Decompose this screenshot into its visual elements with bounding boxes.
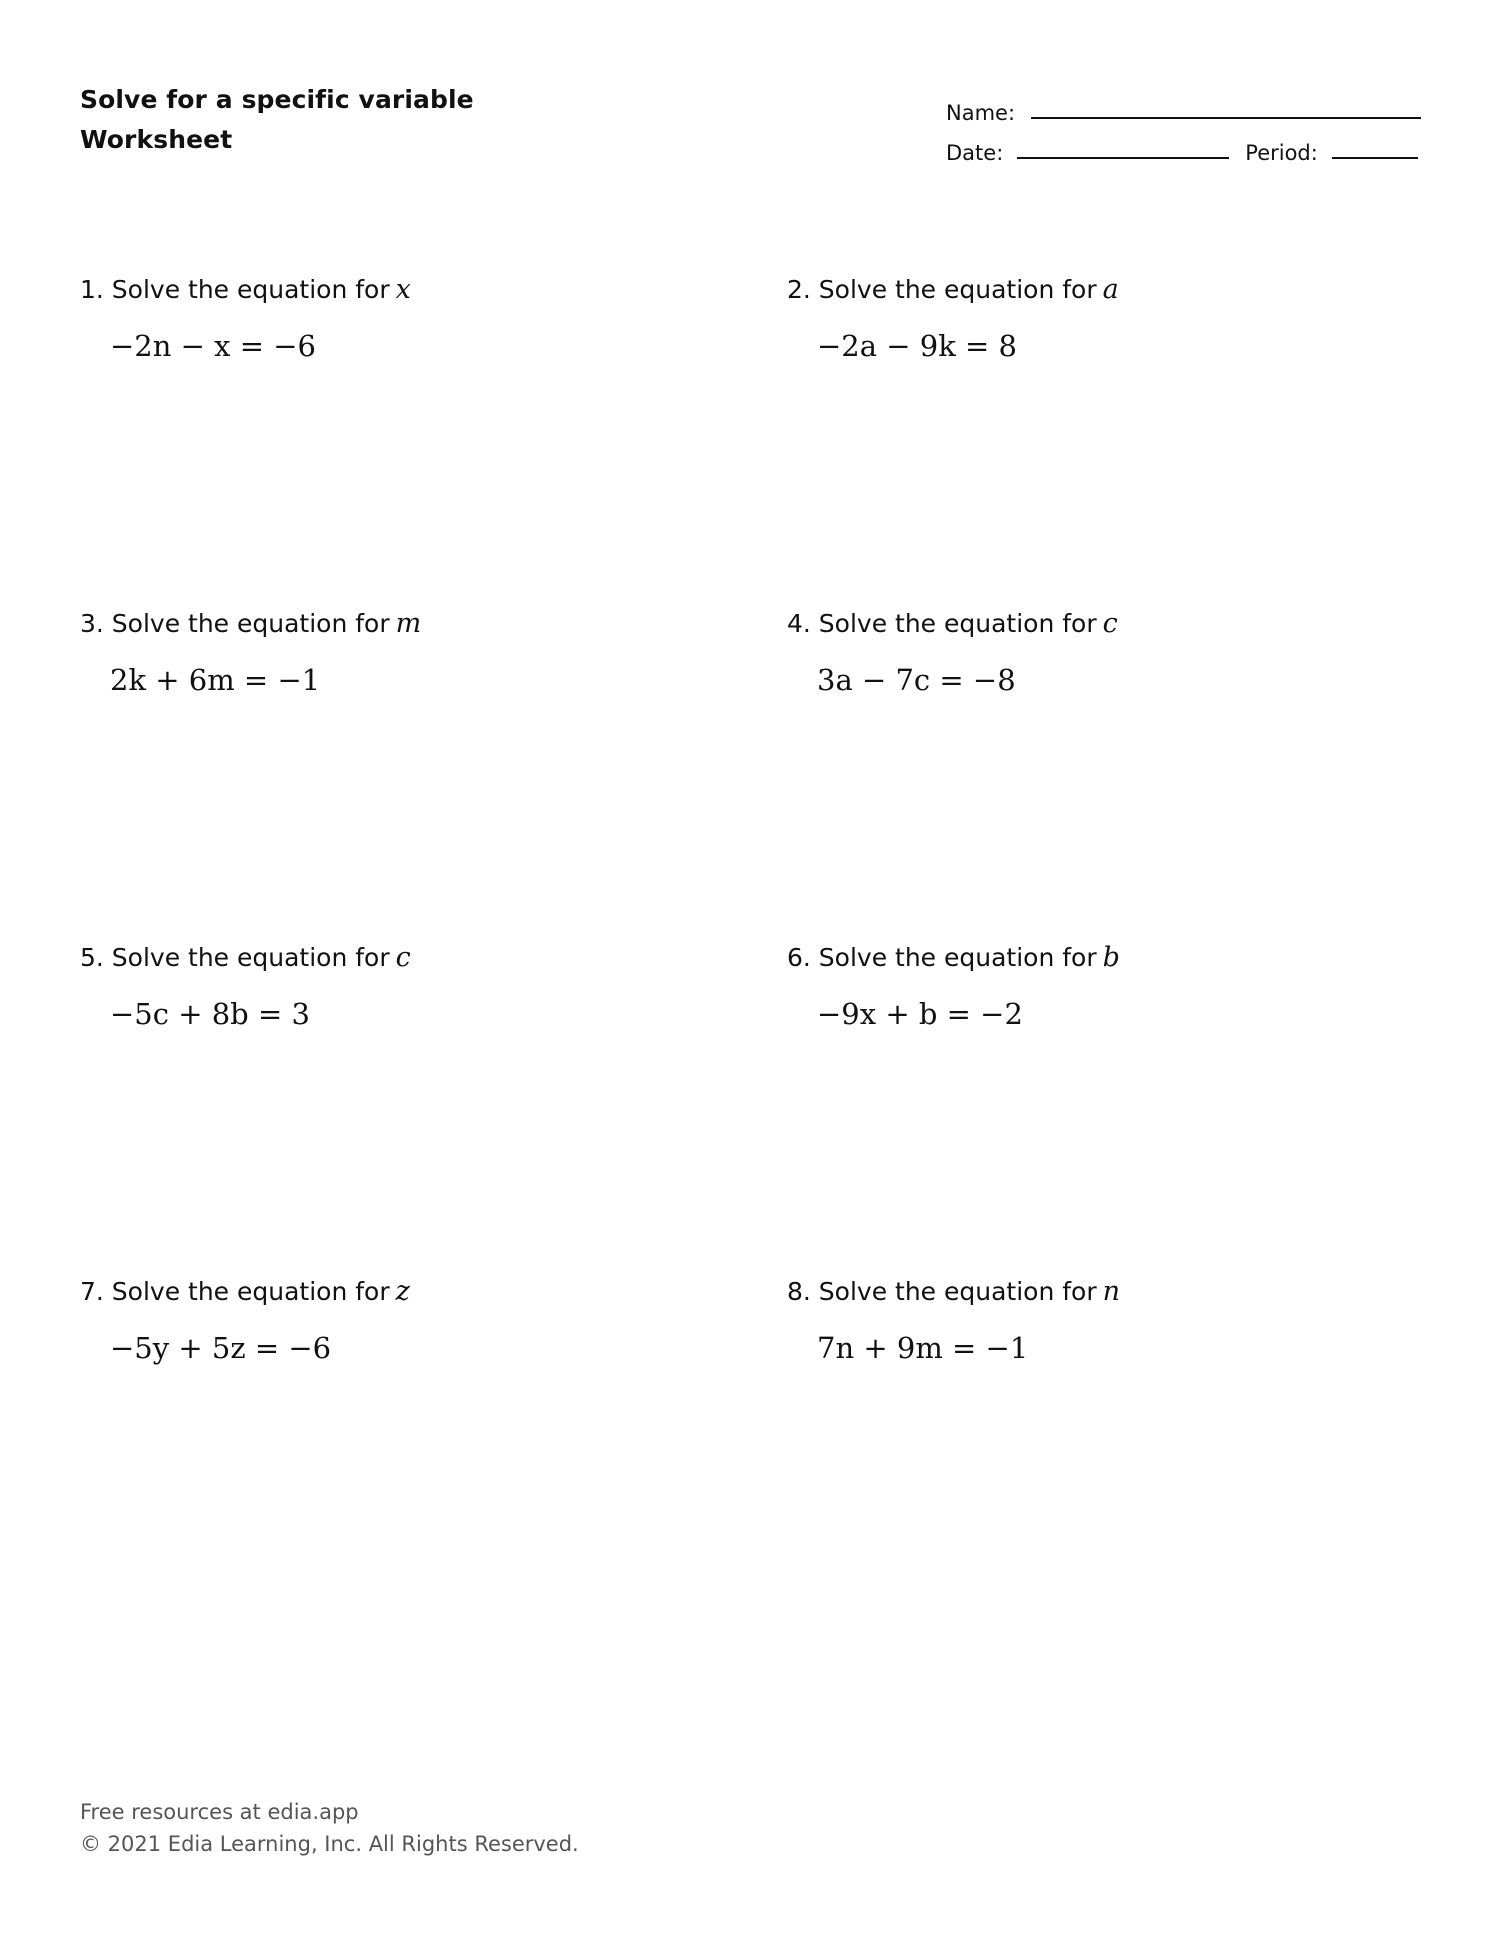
equation: −9x + b = −2 — [817, 997, 1023, 1031]
worksheet-title — [80, 80, 474, 160]
target-variable: m — [395, 608, 422, 639]
problem-3 — [80, 608, 660, 698]
period-label: Period: — [1245, 141, 1318, 165]
footer-resources-text: Free resources at edia.app — [80, 1800, 359, 1824]
problem-prompt — [787, 274, 1367, 306]
problem-8 — [787, 1276, 1367, 1366]
equation: −5c + 8b = 3 — [110, 997, 310, 1031]
equation: −5y + 5z = −6 — [110, 1331, 332, 1365]
problem-prompt — [80, 942, 660, 974]
period-blank-line — [1332, 157, 1418, 159]
problem-4 — [787, 608, 1367, 698]
student-info-fields — [946, 85, 1421, 165]
problem-prompt — [787, 1276, 1367, 1308]
problem-2 — [787, 274, 1367, 364]
problem-label-text: 6. Solve the equation for — [787, 943, 1097, 972]
problem-1 — [80, 274, 660, 364]
title-line-1: Solve for a specific variable — [80, 85, 474, 114]
target-variable: c — [1102, 608, 1118, 639]
equation: −2a − 9k = 8 — [817, 329, 1017, 363]
target-variable: x — [395, 274, 411, 305]
problem-label-text: 1. Solve the equation for — [80, 275, 390, 304]
target-variable: n — [1102, 1276, 1121, 1307]
target-variable: z — [395, 1276, 410, 1307]
problem-5 — [80, 942, 660, 1032]
date-period-row — [946, 125, 1421, 165]
problem-prompt — [787, 942, 1367, 974]
equation: 3a − 7c = −8 — [817, 663, 1016, 697]
problem-label-text: 8. Solve the equation for — [787, 1277, 1097, 1306]
problem-label-text: 3. Solve the equation for — [80, 609, 390, 638]
equation: 2k + 6m = −1 — [110, 663, 321, 697]
footer-copyright-text: © 2021 Edia Learning, Inc. All Rights Reserved. — [80, 1832, 579, 1856]
problem-6 — [787, 942, 1367, 1032]
problem-label-text: 4. Solve the equation for — [787, 609, 1097, 638]
problem-prompt — [80, 608, 660, 640]
target-variable: c — [395, 942, 411, 973]
problem-label-text: 5. Solve the equation for — [80, 943, 390, 972]
name-blank-line — [1031, 117, 1421, 119]
title-line-2: Worksheet — [80, 125, 233, 154]
target-variable: b — [1102, 942, 1120, 973]
name-label: Name: — [946, 101, 1016, 125]
problem-label-text: 2. Solve the equation for — [787, 275, 1097, 304]
problem-prompt — [787, 608, 1367, 640]
equation: 7n + 9m = −1 — [817, 1331, 1029, 1365]
footer — [80, 1796, 579, 1860]
target-variable: a — [1102, 274, 1119, 305]
problem-7 — [80, 1276, 660, 1366]
problem-prompt — [80, 274, 660, 306]
name-row — [946, 85, 1421, 125]
equation: −2n − x = −6 — [110, 329, 317, 363]
date-label: Date: — [946, 141, 1004, 165]
date-blank-line — [1017, 157, 1229, 159]
problem-label-text: 7. Solve the equation for — [80, 1277, 390, 1306]
problem-prompt — [80, 1276, 660, 1308]
